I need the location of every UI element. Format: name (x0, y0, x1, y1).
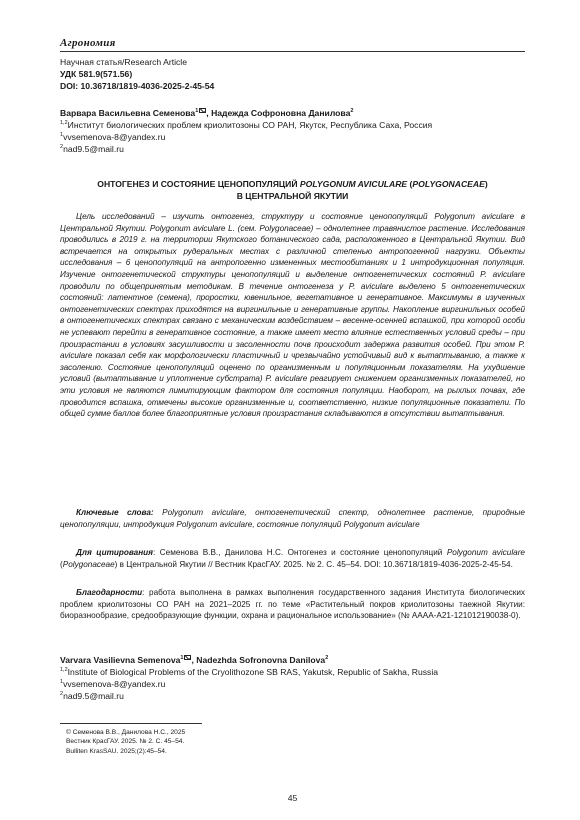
acknowledgements-text: : работа выполнена в рамках выполнения государственного задания Института биологических проблем криолитозоны СО РАН на 2021–2025 гг. по теме «Растительный покров криолитозоны таежной Якутии: биоразнообразие, средообразующие функции, охрана и рациональное использование» (№ АААА-А21-121012190038-0). (60, 588, 525, 621)
email-1-link[interactable]: vvsemenova-8@yandex.ru (63, 132, 166, 142)
journal-ref-en: Bulliten KrasSAU. 2025;(2):45–54. (66, 747, 167, 755)
affiliation (60, 119, 525, 131)
email-1 (60, 131, 525, 143)
citation-text-2: ) в Центральной Якутии // Вестник КрасГАУ. 2025. № 2. С. 45–54. DOI: 10.36718/1819-4036-2025-2-45-54. (114, 559, 513, 569)
footnote (66, 728, 185, 756)
author-2-sup: 2 (350, 108, 354, 115)
keywords-text: Polygonum aviculare, онтогенетический спектр, однолетнее растение, природные ценопопуляции, интродукция Polygonum aviculare, состояние популяций Polygonum aviculare (60, 508, 525, 529)
citation-label: Для цитирования (76, 548, 154, 557)
article-title (60, 178, 525, 202)
email-2-link-en[interactable]: nad9.5@mail.ru (63, 691, 124, 701)
author-2-name-en: Nadezhda Sofronovna Danilova (196, 655, 326, 665)
email-2-sup: 2 (60, 144, 64, 151)
title-paren-open: ( (407, 179, 413, 189)
article-meta (60, 56, 214, 92)
citation-text-1: : Семенова В.В., Данилова Н.С. Онтогенез и состояние ценопопуляций (153, 548, 447, 557)
title-family: POLYGONACEAE (412, 179, 485, 189)
email-1-sup-en: 1 (60, 679, 64, 686)
footnote-divider (60, 723, 202, 724)
title-line-1 (60, 178, 525, 190)
keywords-label: Ключевые слова: (76, 508, 154, 517)
journal-section-header: Агрономия (60, 37, 116, 49)
mail-icon (199, 108, 206, 113)
author-names (60, 107, 525, 119)
citation (60, 547, 525, 570)
email-1-link-en[interactable]: vvsemenova-8@yandex.ru (63, 679, 166, 689)
title-paren-close: ) (484, 179, 488, 189)
affiliation-text: Институт биологических проблем криолитозоны СО РАН, Якутск, Республика Саха, Россия (67, 120, 433, 130)
author-2-name: Надежда Софроновна Данилова (211, 108, 351, 118)
author-separator-en: , (191, 655, 197, 665)
author-1-name: Варвара Васильевна Семенова (60, 108, 196, 118)
email-2 (60, 143, 525, 155)
acknowledgements (60, 587, 525, 622)
email-2-en (60, 690, 525, 702)
email-1-sup: 1 (60, 132, 64, 139)
citation-family: Polygonaceae (62, 559, 115, 569)
copyright: © Семенова В.В., Данилова Н.С., 2025 (66, 729, 186, 736)
doi: DOI: 10.36718/1819-4036-2025-2-45-54 (60, 81, 215, 91)
email-2-sup-en: 2 (60, 691, 64, 698)
affiliation-text-en: Institute of Biological Problems of the Cryolithozone SB RAS, Yakutsk, Republic of Sakha, Russia (67, 667, 439, 677)
authors-english (60, 654, 525, 702)
journal-ref-ru: Вестник КрасГАУ. 2025. № 2. С. 45–54. (66, 738, 185, 746)
keywords (60, 507, 525, 530)
article-page (60, 0, 525, 820)
citation-species: Polygonum aviculare (446, 548, 525, 557)
author-names-en (60, 654, 525, 666)
title-text-1: ОНТОГЕНЕЗ И СОСТОЯНИЕ ЦЕНОПОПУЛЯЦИЙ (97, 179, 300, 189)
abstract: Цель исследований – изучить онтогенез, структуру и состояние ценопопуляций Polygonum aviculare в Центральной Якутии. Polygonum aviculare L. (сем. Polygonaceae) – однолетнее травянистое растение. Исследования проводились в 2019 г. на территории Якутского ботанического сада, расположенного в Центральной Якутии. Вид встречается на открытых рудеральных местах с различной степенью антропогенной нагрузки. Объекты исследования – 6 ценопопуляций на антропогенно измененных местообитаниях и 1 интродукционная популяция. Изучение онтогенетической структуры ценопопуляций и выделение онтогенетических состояний P. aviculare проводили по общепринятым методикам. В течение онтогенеза у P. aviculare выделено 5 онтогенетических состояний: латентное (семена), проростки, ювенильное, вегетативное и генеративное. Максимумы в изученных онтогенетических спектрах приходятся на виргинильные и генеративные группы. Накопление виргинильных особей в онтогенетических спектрах связано с механическим воздействием – весенне-осенней вспашкой, при которой особи не успевают перейти в генеративное состояние, а также имеет место влияние естественных условий среды – при произрастании в условиях засушливости и засоленности почв происходит задержка развития особей. При этом P. aviculare показал себя как морфологически пластичный и чрезвычайно устойчивый вид к вытаптыванию, а также к засолению. Состояние ценопопуляций оценено по организменным и популяционным показателям. На ухудшение условий (вытаптывание и уплотнение субстрата) P. aviculare реагирует снижением организменных показателей, но эти условия не являются лимитирующим фактором для состояния популяции. Наоборот, на рыхлых почвах, где проводится вспашка, отмечены высокие организменные и, соответственно, низкие популяционные показатели. По общей сумме баллов более благоприятные условия произрастания складываются в отсутствии вытаптывания. (60, 212, 525, 419)
author-2-sup-en: 2 (325, 655, 329, 662)
acknowledgements-label: Благодарности (76, 588, 143, 597)
udc-code: УДК 581.9(571.56) (60, 69, 133, 79)
citation-paren-open: ( (60, 559, 63, 569)
affiliation-sup-en: 1,2 (60, 667, 68, 674)
header-divider (60, 51, 525, 52)
page-number: 45 (287, 793, 298, 803)
authors-russian (60, 107, 525, 155)
mail-icon (184, 655, 191, 660)
article-type: Научная статья/Research Article (60, 57, 187, 67)
email-2-link[interactable]: nad9.5@mail.ru (63, 144, 124, 154)
author-1-sup-en: 1 (180, 655, 184, 662)
title-species: POLYGONUM AVICULARE (299, 179, 408, 189)
email-1-en (60, 678, 525, 690)
affiliation-en (60, 666, 525, 678)
author-1-sup: 1 (195, 108, 199, 115)
affiliation-sup: 1,2 (60, 120, 68, 127)
author-separator: , (206, 108, 212, 118)
author-1-name-en: Varvara Vasilievna Semenova (60, 655, 181, 665)
title-line-2: В ЦЕНТРАЛЬНОЙ ЯКУТИИ (236, 191, 349, 201)
